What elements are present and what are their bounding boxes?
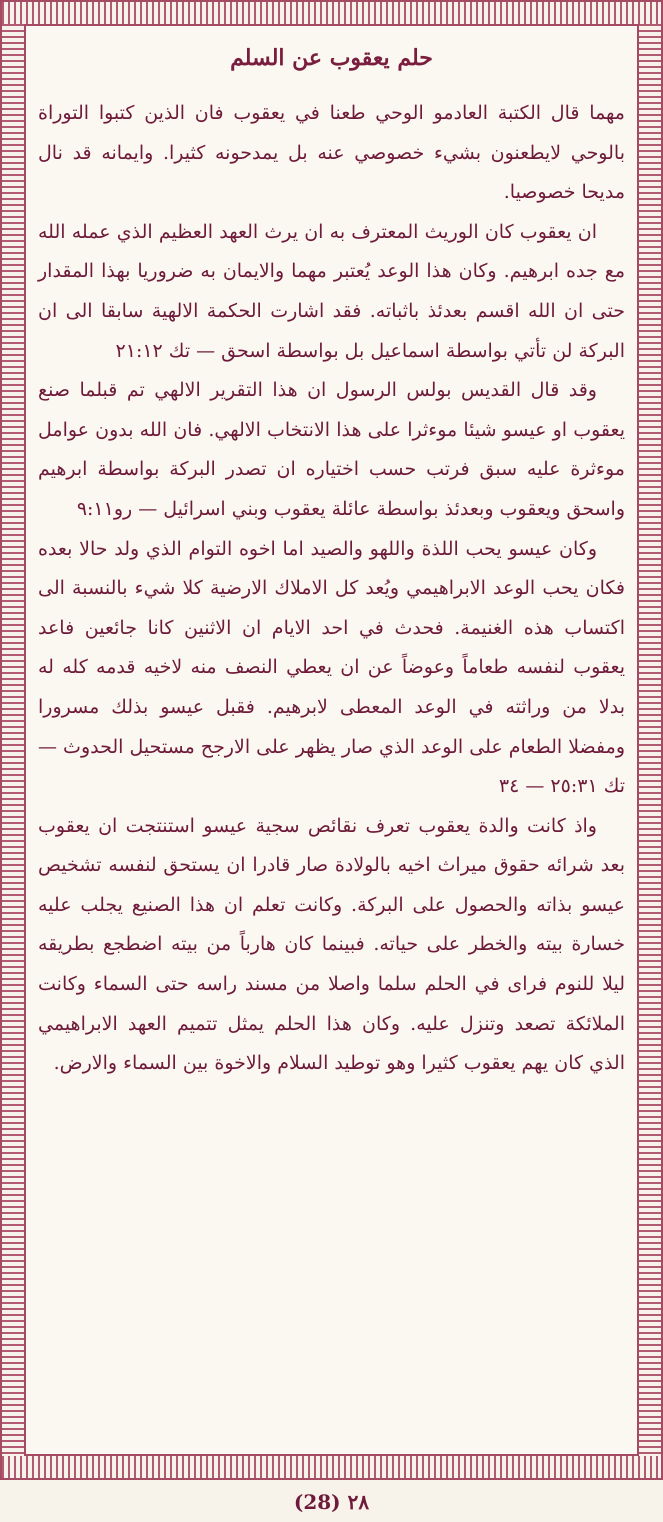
document-body bbox=[38, 38, 625, 1084]
paragraph-2: ان يعقوب كان الوريث المعترف به ان يرث العهد العظيم الذي عمله الله مع جده ابرهيم. وكان هذا الوعد يُعتبر مهما والايمان به ضروريا بهذا المقدار حتى ان الله اقسم بعدئذ باثباته. فقد اشارت الحكمة الالهية سابقا الى ان البركة لن تأتي بواسطة اسماعيل بل بواسطة اسحق — تك ٢١:١٢ bbox=[38, 220, 625, 362]
paragraph-3: وقد قال القديس بولس الرسول ان هذا التقرير الالهي تم قبلما صنع يعقوب او عيسو شيئا موءثرا على هذا الانتخاب الالهي. فان الله بدون عوامل موءثرة عليه سبق فرتب حسب اختياره ان تصدر البركة بواسطة ابرهيم واسحق ويعقوب وبعدئذ بواسطة عائلة يعقوب وبني اسرائيل — رو٩:١١ bbox=[38, 379, 625, 520]
page-number: (28) ٢٨ bbox=[293, 1490, 370, 1514]
paragraph-4: وكان عيسو يحب اللذة واللهو والصيد اما اخوه التوام الذي ولد حالا بعده فكان يحب الوعد الابراهيمي ويُعد كل الاملاك الارضية كلا شيء بالنسبة الى اكتساب هذه الغنيمة. فحدث في احد الايام ان الاثنين كانا جائعين فاعد يعقوب لنفسه طعاماً وعوضاً عن ان يعطي النصف منه لاخيه قدمه كله له بدلا من وراثته في الوعد المعطى لابرهيم. فقبل عيسو بذلك مسرورا ومفضلا الطعام على الوعد الذي صار يظهر على الارجح مستحيل الحدوث — تك ٢٥:٣١ — ٣٤ bbox=[38, 537, 625, 798]
page-title: حلم يعقوب عن السلم bbox=[230, 45, 433, 71]
paragraph-1: مهما قال الكتبة العادمو الوحي طعنا في يعقوب فان الذين كتبوا التوراة بالوحي لايطعنون بشيء خصوصي عنه بل يمدحونه كثيرا. وايمانه قد نال مديحا خصوصيا. bbox=[38, 102, 625, 204]
paragraph-5: واذ كانت والدة يعقوب تعرف نقائص سجية عيسو استنتجت ان يعقوب بعد شرائه حقوق ميراث اخيه بالولادة صار قادرا ان يستحق لنفسه تشخيص عيسو بذاته والحصول على البركة. وكانت تعلم ان هذا الصنيع يجلب عليه خسارة بيته والخطر على حياته. فبينما كان هارباً من بيته اضطجع بطريقه ليلا للنوم فراى في الحلم سلما واصلا من مسند راسه حتى السماء وكانت الملائكة تصعد وتنزل عليه. وكان هذا الحلم يمثل تتميم العهد الابراهيمي الذي كان يهم يعقوب كثيرا وهو توطيد السلام والاخوة بين السماء والارض. bbox=[38, 814, 625, 1075]
